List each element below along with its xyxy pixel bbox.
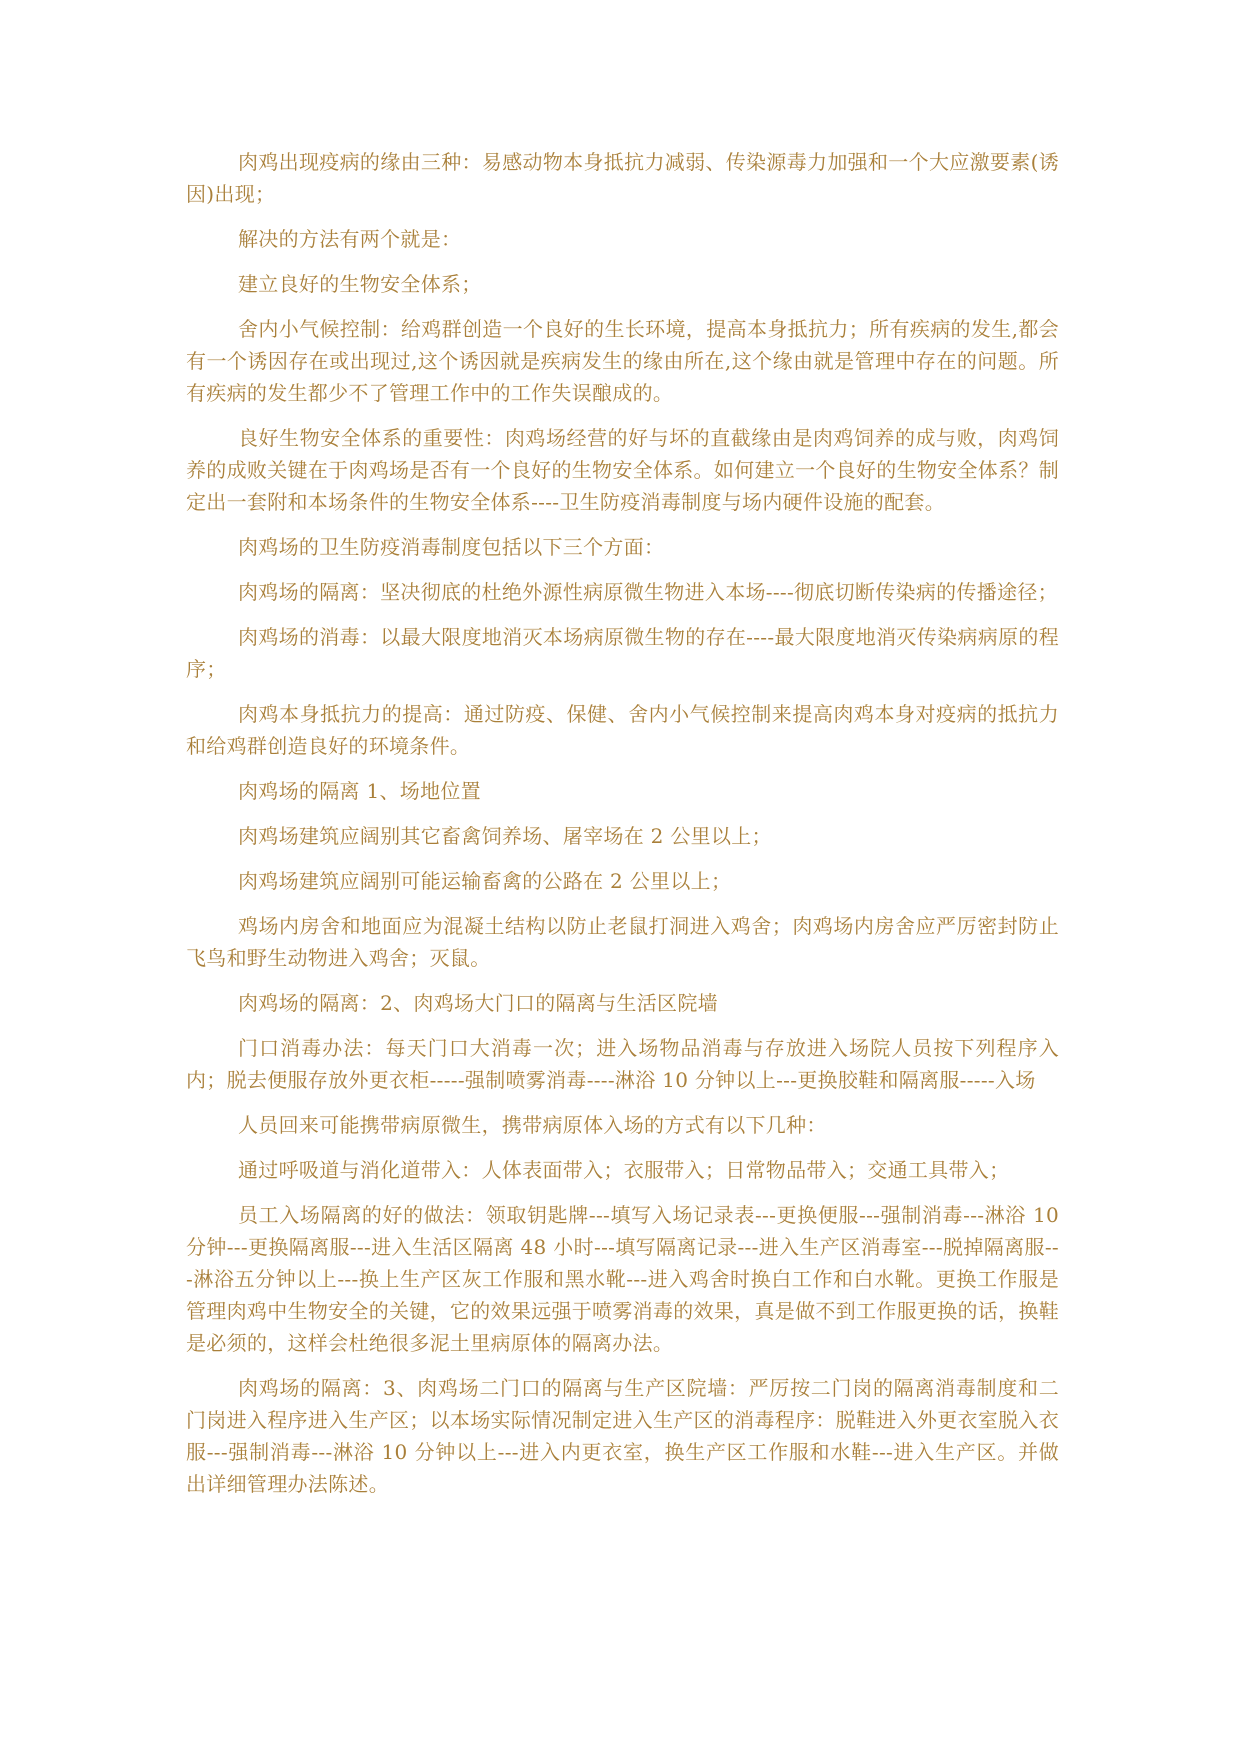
paragraph-isolation: 肉鸡场的隔离：坚决彻底的杜绝外源性病原微生物进入本场----彻底切断传染病的传播途径； [238,580,1058,604]
paragraph-biosecurity-importance: 良好生物安全体系的重要性：肉鸡场经营的好与坏的直截缘由是肉鸡饲养的成与败，肉鸡饲养的成败关键在于肉鸡场是否有一个良好的生物安全体系。如何建立一个良好的生物安全体系？制定出一套附和本场条件的生物安全体系----卫生防疫消毒制度与场内硬件设施的配套。 [186,426,1059,514]
document-body [186,146,1059,1513]
paragraph-gate-heading: 肉鸡场的隔离：2、肉鸡场大门口的隔离与生活区院墙 [238,991,718,1015]
paragraph-building-structure: 鸡场内房舍和地面应为混凝土结构以防止老鼠打洞进入鸡舍；肉鸡场内房舍应严厉密封防止飞鸟和野生动物进入鸡舍；灭鼠。 [186,914,1059,970]
paragraph-biosecurity: 建立良好的生物安全体系； [238,272,482,296]
paragraph-carrier-routes: 通过呼吸道与消化道带入：人体表面带入；衣服带入；日常物品带入；交通工具带入； [238,1158,1010,1182]
paragraph-microclimate: 舍内小气候控制：给鸡群创造一个良好的生长环境，提高本身抵抗力；所有疾病的发生,都会有一个诱因存在或出现过,这个诱因就是疾病发生的缘由所在,这个缘由就是管理中存在的问题。所有疾病的发生都少不了管理工作中的工作失误酿成的。 [186,317,1059,405]
paragraph-distance-farms: 肉鸡场建筑应阔别其它畜禽饲养场、屠宰场在 2 公里以上； [238,824,772,848]
paragraph-gate-disinfection: 门口消毒办法：每天门口大消毒一次；进入场物品消毒与存放进入场院人员按下列程序入内；脱去便服存放外更衣柜-----强制喷雾消毒----淋浴 10 分钟以上---更换胶鞋和隔离服-----入场 [186,1036,1059,1092]
paragraph-disease-causes: 肉鸡出现疫病的缘由三种：易感动物本身抵抗力减弱、传染源毒力加强和一个大应激要素(诱因)出现； [186,150,1059,206]
paragraph-disinfection: 肉鸡场的消毒：以最大限度地消灭本场病原微生物的存在----最大限度地消灭传染病病原的程序； [186,625,1059,681]
paragraph-pathogen-carriers: 人员回来可能携带病原微生，携带病原体入场的方式有以下几种： [238,1113,827,1137]
paragraph-site-location-heading: 肉鸡场的隔离 1、场地位置 [238,779,481,803]
paragraph-staff-entry: 员工入场隔离的好的做法：领取钥匙牌---填写入场记录表---更换便服---强制消毒---淋浴 10 分钟---更换隔离服---进入生活区隔离 48 小时---填写隔离记录---进入生产区消毒室---脱掉隔离服---淋浴五分钟以上---换上生产区灰工作服和黑水靴---进入鸡舍时换白工作和白水靴。更换工作服是管理肉鸡中生物安全的关键，它的效果远强于喷雾消毒的效果，真是做不到工作服更换的话，换鞋是必须的，这样会杜绝很多泥土里病原体的隔离办法。 [186,1203,1059,1355]
paragraph-distance-roads: 肉鸡场建筑应阔别可能运输畜禽的公路在 2 公里以上； [238,869,732,893]
paragraph-resistance: 肉鸡本身抵抗力的提高：通过防疫、保健、舍内小气候控制来提高肉鸡本身对疫病的抵抗力和给鸡群创造良好的环境条件。 [186,702,1059,758]
paragraph-hygiene-system: 肉鸡场的卫生防疫消毒制度包括以下三个方面： [238,535,665,559]
paragraph-solutions-intro: 解决的方法有两个就是： [238,227,462,251]
paragraph-second-gate: 肉鸡场的隔离：3、肉鸡场二门口的隔离与生产区院墙：严厉按二门岗的隔离消毒制度和二门岗进入程序进入生产区；以本场实际情况制定进入生产区的消毒程序：脱鞋进入外更衣室脱入衣服---强制消毒---淋浴 10 分钟以上---进入内更衣室，换生产区工作服和水鞋---进入生产区。并做出详细管理办法陈述。 [186,1376,1059,1496]
